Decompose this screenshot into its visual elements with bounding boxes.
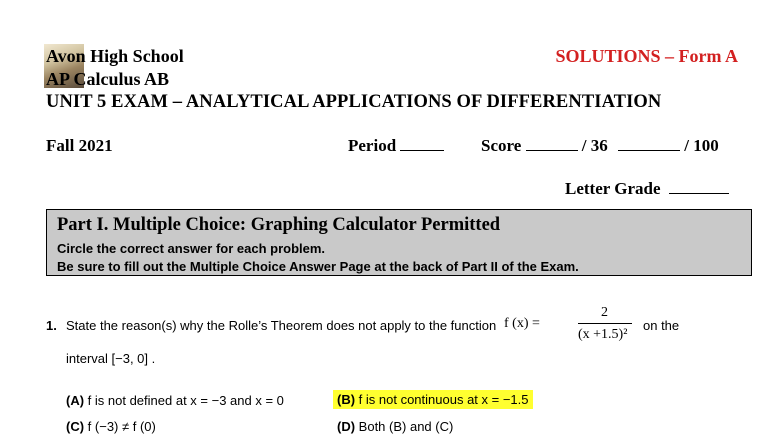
option-b-correct[interactable] <box>333 390 533 409</box>
option-c[interactable] <box>66 419 156 434</box>
part1-instruction-1: Circle the correct answer for each problem. <box>57 241 326 256</box>
part1-instruction-2: Be sure to fill out the Multiple Choice Answer Page at the back of Part II of the Exam. <box>57 259 579 274</box>
score-out-of-36: / 36 <box>581 136 608 155</box>
question-number: 1. <box>46 318 57 333</box>
option-b-text: f is not continuous at x = −1.5 <box>358 392 529 407</box>
question-text-after: on the <box>643 318 680 333</box>
fraction-bar <box>578 323 632 324</box>
course-name: AP Calculus AB <box>46 69 170 89</box>
option-c-label: (C) <box>66 419 85 434</box>
period-blank[interactable] <box>400 136 444 151</box>
score-blank[interactable] <box>526 136 578 151</box>
question-text: State the reason(s) why the Rolle’s Theorem does not apply to the function <box>66 318 497 333</box>
fraction-denominator: (x +1.5)² <box>578 327 628 342</box>
option-a[interactable] <box>66 393 284 408</box>
option-d[interactable] <box>337 419 453 434</box>
part1-title: Part I. Multiple Choice: Graphing Calculator Permitted <box>57 215 501 235</box>
option-b-label: (B) <box>337 392 356 407</box>
unit-title: UNIT 5 EXAM – ANALYTICAL APPLICATIONS OF DIFFERENTIATION <box>46 92 662 112</box>
solutions-label: SOLUTIONS – Form A <box>555 46 738 66</box>
fraction-numerator: 2 <box>601 305 608 320</box>
option-a-text: f is not defined at x = −3 and x = 0 <box>87 393 284 408</box>
option-a-label: (A) <box>66 393 85 408</box>
score-field <box>481 136 719 156</box>
term: Fall 2021 <box>46 136 113 155</box>
letter-grade-label: Letter Grade <box>565 179 661 198</box>
score-out-of-100: / 100 <box>684 136 719 155</box>
function-lhs: f (x) = <box>504 316 540 331</box>
school-name: Avon High School <box>46 46 184 66</box>
option-c-text: f (−3) ≠ f (0) <box>87 419 156 434</box>
part1-instructions-box <box>46 209 752 276</box>
period-label: Period <box>348 136 397 155</box>
option-d-label: (D) <box>337 419 356 434</box>
period-field <box>348 136 444 156</box>
percent-blank[interactable] <box>618 136 680 151</box>
letter-grade-blank[interactable] <box>669 179 729 194</box>
question-interval: interval [−3, 0] . <box>66 351 156 366</box>
score-label: Score <box>481 136 522 155</box>
option-d-text: Both (B) and (C) <box>358 419 454 434</box>
letter-grade-field <box>565 179 729 199</box>
